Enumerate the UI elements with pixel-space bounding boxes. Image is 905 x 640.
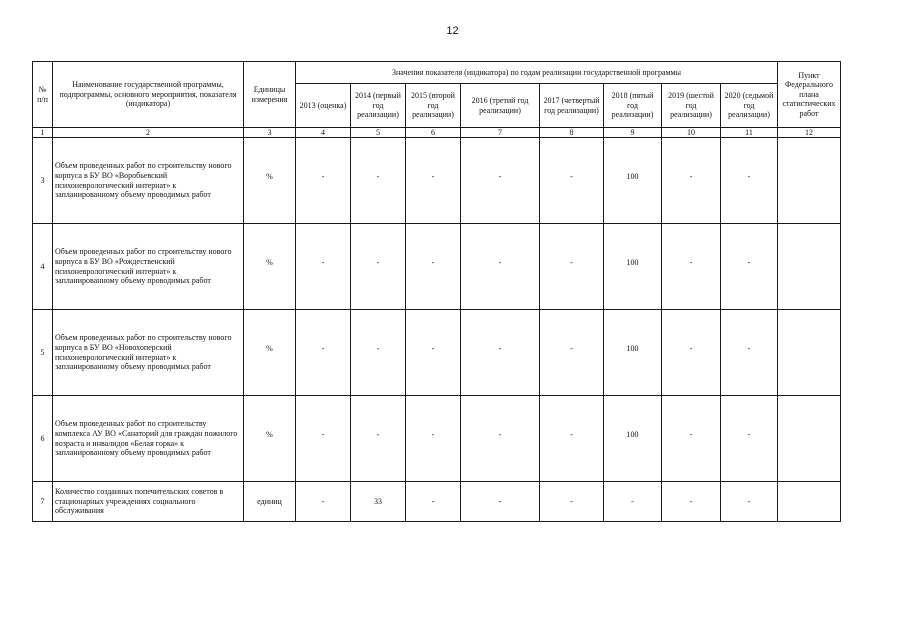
value-cell: 100 [604,396,662,482]
value-cell: - [662,482,721,522]
value-cell: - [540,482,604,522]
row-number: 7 [33,482,53,522]
value-cell: - [662,224,721,310]
column-number: 3 [244,128,296,138]
indicator-name: Объем проведенных работ по строительству комплекса АУ ВО «Санаторий для граждан пожилого возраста и инвалидов «Белая горка» к запланированному объему проводимых работ [53,396,244,482]
indicators-table [32,61,841,522]
value-cell: 100 [604,138,662,224]
column-number: 8 [540,128,604,138]
header-year-2: 2014 (первый год реализации) [351,84,406,128]
header-unit: Единицы измерения [244,62,296,128]
table-row [33,224,841,310]
column-number: 4 [296,128,351,138]
column-number: 12 [778,128,841,138]
value-cell: - [406,224,461,310]
value-cell: 100 [604,224,662,310]
value-cell: - [351,138,406,224]
value-cell: - [406,310,461,396]
value-cell: - [461,396,540,482]
value-cell: - [406,396,461,482]
column-number: 2 [53,128,244,138]
value-cell: - [540,224,604,310]
header-year-3: 2015 (второй год реализации) [406,84,461,128]
value-cell: - [461,482,540,522]
unit-cell: % [244,224,296,310]
value-cell: - [721,482,778,522]
value-cell: - [540,310,604,396]
indicator-name: Объем проведенных работ по строительству нового корпуса в БУ ВО «Рождественский психоневрологический интернат» к запланированному объему проводимых работ [53,224,244,310]
header-num: № п/п [33,62,53,128]
federal-plan-cell [778,482,841,522]
value-cell: - [721,224,778,310]
value-cell: - [604,482,662,522]
unit-cell: единиц [244,482,296,522]
value-cell: - [461,224,540,310]
unit-cell: % [244,138,296,224]
column-number: 5 [351,128,406,138]
header-year-8: 2020 (седьмой год реализации) [721,84,778,128]
column-numbers-row [33,128,841,138]
indicator-name: Количество созданных попечительских советов в стационарных учреждениях социального обслуживания [53,482,244,522]
value-cell: - [721,138,778,224]
table-row [33,482,841,522]
value-cell: - [351,396,406,482]
value-cell: - [296,138,351,224]
column-number: 6 [406,128,461,138]
value-cell: - [406,482,461,522]
federal-plan-cell [778,310,841,396]
row-number: 4 [33,224,53,310]
value-cell: - [461,310,540,396]
header-year-5: 2017 (четвертый год реализации) [540,84,604,128]
column-number: 1 [33,128,53,138]
value-cell: - [540,396,604,482]
value-cell: - [296,310,351,396]
value-cell: 33 [351,482,406,522]
value-cell: - [296,396,351,482]
value-cell: - [662,310,721,396]
header-federal: Пункт Федерального плана статистических работ [778,62,841,128]
indicator-name: Объем проведенных работ по строительству нового корпуса в БУ ВО «Новохоперский психоневрологический интернат» к запланированному объему проводимых работ [53,310,244,396]
row-number: 6 [33,396,53,482]
table-row [33,310,841,396]
value-cell: - [461,138,540,224]
value-cell: - [721,396,778,482]
value-cell: 100 [604,310,662,396]
unit-cell: % [244,310,296,396]
indicator-name: Объем проведенных работ по строительству нового корпуса в БУ ВО «Воробьевский психоневрологический интернат» к запланированному объему проводимых работ [53,138,244,224]
value-cell: - [296,224,351,310]
column-number: 7 [461,128,540,138]
header-year-4: 2016 (третий год реализации) [461,84,540,128]
value-cell: - [540,138,604,224]
unit-cell: % [244,396,296,482]
row-number: 5 [33,310,53,396]
row-number: 3 [33,138,53,224]
value-cell: - [662,396,721,482]
table-row [33,396,841,482]
value-cell: - [351,310,406,396]
header-values-group: Значения показателя (индикатора) по годам реализации государственной программы [296,62,778,84]
value-cell: - [406,138,461,224]
value-cell: - [662,138,721,224]
header-name: Наименование государственной программы, подпрограммы, основного мероприятия, показателя (индикатора) [53,62,244,128]
header-year-7: 2019 (шестой год реализации) [662,84,721,128]
header-year-6: 2018 (пятый год реализации) [604,84,662,128]
page-number: 12 [446,25,459,37]
value-cell: - [721,310,778,396]
column-number: 10 [662,128,721,138]
table-row [33,138,841,224]
federal-plan-cell [778,396,841,482]
value-cell: - [296,482,351,522]
value-cell: - [351,224,406,310]
federal-plan-cell [778,138,841,224]
column-number: 9 [604,128,662,138]
column-number: 11 [721,128,778,138]
header-year-1: 2013 (оценка) [296,84,351,128]
federal-plan-cell [778,224,841,310]
